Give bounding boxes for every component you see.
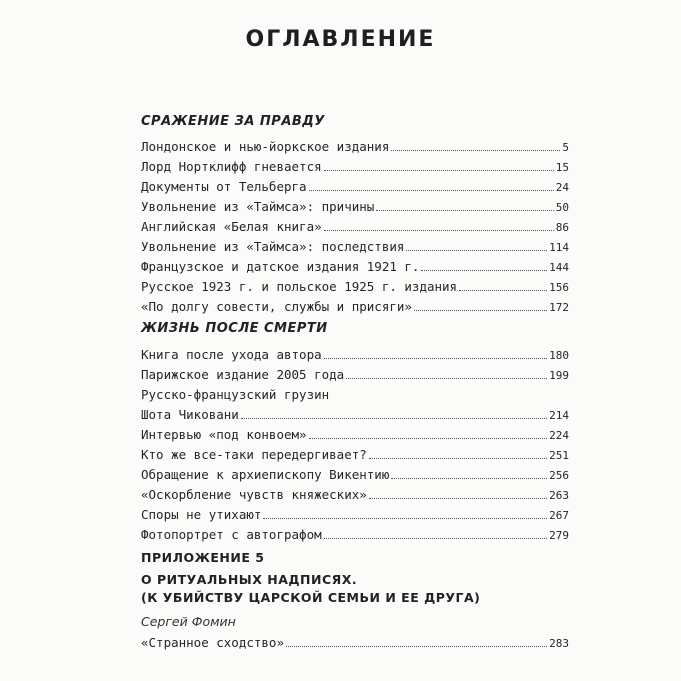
toc-entry: Кто же все-таки передергивает? 251 <box>141 447 569 462</box>
toc-entry: Увольнение из «Таймса»: причины 50 <box>141 199 569 214</box>
section-heading: СРАЖЕНИЕ ЗА ПРАВДУ <box>141 114 325 129</box>
toc-entry: Лондонское и нью-йоркское издания 5 <box>141 139 569 154</box>
toc-entry: Обращение к архиепископу Викентию 256 <box>141 467 569 482</box>
page-title: ОГЛАВЛЕНИЕ <box>245 27 436 52</box>
appendix-label: ПРИЛОЖЕНИЕ 5 <box>141 550 265 565</box>
toc-entry: Французское и датское издания 1921 г. 144 <box>141 259 569 274</box>
section-heading: ЖИЗНЬ ПОСЛЕ СМЕРТИ <box>141 321 328 336</box>
toc-entry: Русское 1923 г. и польское 1925 г. издания 156 <box>141 279 569 294</box>
toc-entry: Увольнение из «Таймса»: последствия 114 <box>141 239 569 254</box>
toc-entry: Интервью «под конвоем» 224 <box>141 427 569 442</box>
appendix-heading-line2: (К УБИЙСТВУ ЦАРСКОЙ СЕМЬИ И ЕЕ ДРУГА) <box>141 590 481 605</box>
toc-entry: Фотопортрет с автографом 279 <box>141 527 569 542</box>
toc-entry: «Оскорбление чувств княжеских» 263 <box>141 487 569 502</box>
toc-entry: Споры не утихают 267 <box>141 507 569 522</box>
appendix-author: Сергей Фомин <box>141 614 236 629</box>
toc-entry: Документы от Тельберга 24 <box>141 179 569 194</box>
toc-entry: Шота Чиковани 214 <box>141 407 569 422</box>
appendix-heading-line1: О РИТУАЛЬНЫХ НАДПИСЯХ. <box>141 572 358 587</box>
toc-entry-line: Русско-французский грузин <box>141 387 330 402</box>
toc-entry: Книга после ухода автора 180 <box>141 347 569 362</box>
toc-entry: Лорд Нортклифф гневается 15 <box>141 159 569 174</box>
toc-entry: «Странное сходство» 283 <box>141 635 569 650</box>
toc-entry: Английская «Белая книга» 86 <box>141 219 569 234</box>
toc-entry: «По долгу совести, службы и присяги» 172 <box>141 299 569 314</box>
toc-entry: Парижское издание 2005 года 199 <box>141 367 569 382</box>
